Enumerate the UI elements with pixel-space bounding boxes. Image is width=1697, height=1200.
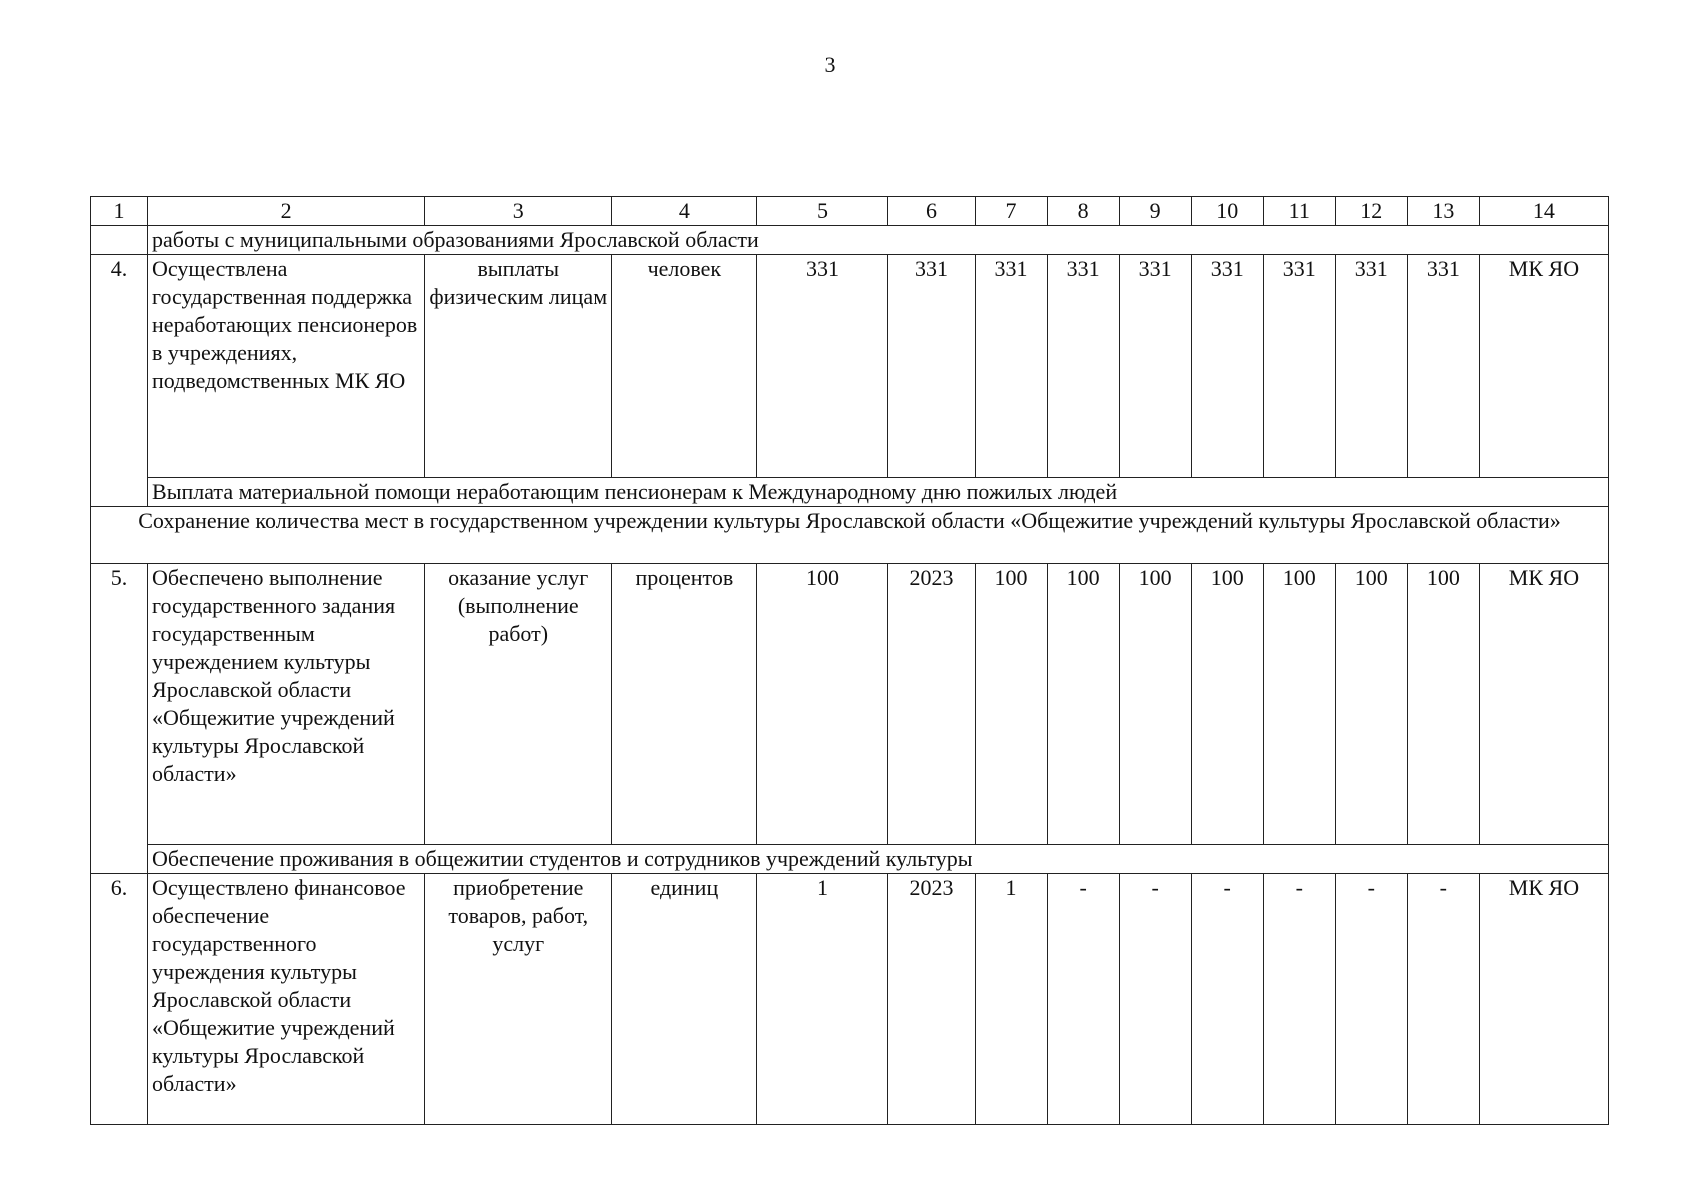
base-year-cell: 2023 bbox=[888, 564, 975, 845]
header-cell: 9 bbox=[1119, 197, 1191, 226]
unit-cell: человек bbox=[612, 255, 757, 478]
note-row bbox=[91, 845, 1609, 874]
value-cell: 331 bbox=[1263, 255, 1335, 478]
section-row bbox=[91, 507, 1609, 564]
value-cell: 100 bbox=[1335, 564, 1407, 845]
type-cell: выплаты физическим лицам bbox=[425, 255, 612, 478]
value-cell: 100 bbox=[1119, 564, 1191, 845]
header-cell: 7 bbox=[975, 197, 1047, 226]
table-row bbox=[91, 255, 1609, 478]
header-cell: 3 bbox=[425, 197, 612, 226]
row-number: 6. bbox=[91, 874, 148, 1125]
unit-cell: процентов bbox=[612, 564, 757, 845]
value-cell: - bbox=[1335, 874, 1407, 1125]
value-cell: 331 bbox=[1119, 255, 1191, 478]
type-cell: приобретение товаров, работ, услуг bbox=[425, 874, 612, 1125]
column-number-row bbox=[91, 197, 1609, 226]
note-text: Выплата материальной помощи неработающим пенсионерам к Международному дню пожилых людей bbox=[148, 478, 1609, 507]
unit-cell: единиц bbox=[612, 874, 757, 1125]
base-value-cell: 1 bbox=[757, 874, 888, 1125]
value-cell: 331 bbox=[975, 255, 1047, 478]
header-cell: 4 bbox=[612, 197, 757, 226]
responsible-cell: МК ЯО bbox=[1479, 255, 1608, 478]
value-cell: - bbox=[1263, 874, 1335, 1125]
value-cell: - bbox=[1191, 874, 1263, 1125]
note-text: Обеспечение проживания в общежитии студентов и сотрудников учреждений культуры bbox=[148, 845, 1609, 874]
value-cell: 331 bbox=[1407, 255, 1479, 478]
row-number: 5. bbox=[91, 564, 148, 874]
value-cell: 100 bbox=[1407, 564, 1479, 845]
header-cell: 6 bbox=[888, 197, 975, 226]
base-value-cell: 331 bbox=[757, 255, 888, 478]
value-cell: 331 bbox=[1335, 255, 1407, 478]
header-cell: 12 bbox=[1335, 197, 1407, 226]
value-cell: 331 bbox=[1047, 255, 1119, 478]
value-cell: 1 bbox=[975, 874, 1047, 1125]
header-cell: 14 bbox=[1479, 197, 1608, 226]
header-cell: 11 bbox=[1263, 197, 1335, 226]
indicators-table bbox=[90, 196, 1609, 1125]
header-cell: 1 bbox=[91, 197, 148, 226]
base-value-cell: 100 bbox=[757, 564, 888, 845]
header-cell: 8 bbox=[1047, 197, 1119, 226]
table-row bbox=[91, 564, 1609, 845]
continuation-text: работы с муниципальными образованиями Ярославской области bbox=[148, 226, 1609, 255]
value-cell: - bbox=[1119, 874, 1191, 1125]
value-cell: 100 bbox=[1263, 564, 1335, 845]
header-cell: 13 bbox=[1407, 197, 1479, 226]
value-cell: 331 bbox=[1191, 255, 1263, 478]
responsible-cell: МК ЯО bbox=[1479, 564, 1608, 845]
responsible-cell: МК ЯО bbox=[1479, 874, 1608, 1125]
section-title: Сохранение количества мест в государственном учреждении культуры Ярославской области «Общежитие учреждений культуры Ярославской области» bbox=[91, 507, 1609, 564]
value-cell: 100 bbox=[1191, 564, 1263, 845]
result-cell: Обеспечено выполнение государственного задания государственным учреждением культуры Ярославской области «Общежитие учреждений культуры Ярославской области» bbox=[148, 564, 425, 845]
table-row bbox=[91, 874, 1609, 1125]
header-cell: 10 bbox=[1191, 197, 1263, 226]
header-cell: 5 bbox=[757, 197, 888, 226]
value-cell: 100 bbox=[975, 564, 1047, 845]
page-number: 3 bbox=[824, 52, 836, 77]
result-cell: Осуществлено финансовое обеспечение государственного учреждения культуры Ярославской области «Общежитие учреждений культуры Ярославской области» bbox=[148, 874, 425, 1125]
result-cell: Осуществлена государственная поддержка неработающих пенсионеров в учреждениях, подведомственных МК ЯО bbox=[148, 255, 425, 478]
row-number: 4. bbox=[91, 255, 148, 507]
note-row bbox=[91, 478, 1609, 507]
value-cell: - bbox=[1047, 874, 1119, 1125]
empty-cell bbox=[91, 226, 148, 255]
type-cell: оказание услуг (выполнение работ) bbox=[425, 564, 612, 845]
base-year-cell: 2023 bbox=[888, 874, 975, 1125]
value-cell: - bbox=[1407, 874, 1479, 1125]
header-cell: 2 bbox=[148, 197, 425, 226]
value-cell: 100 bbox=[1047, 564, 1119, 845]
continuation-row bbox=[91, 226, 1609, 255]
base-year-cell: 331 bbox=[888, 255, 975, 478]
